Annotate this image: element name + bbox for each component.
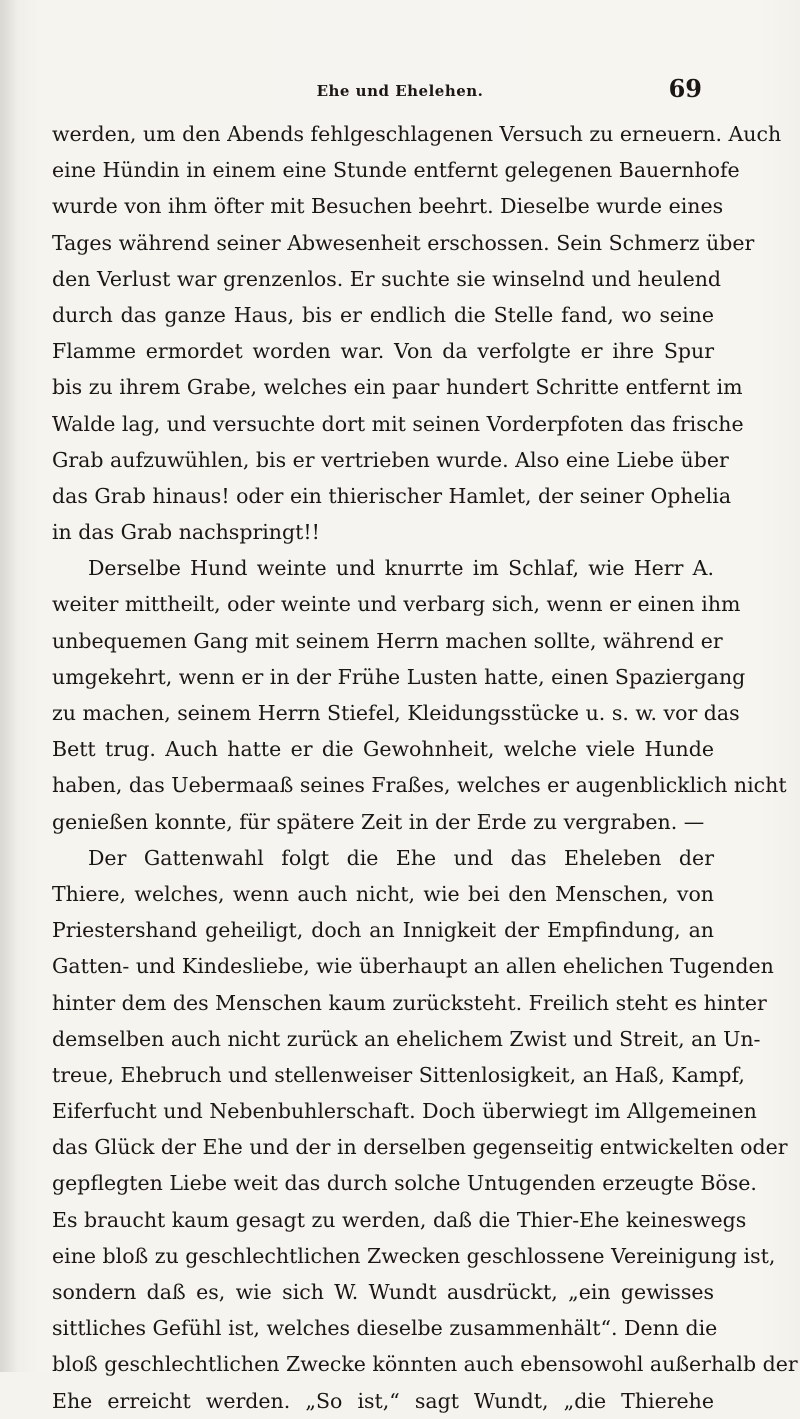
running-header <box>0 74 800 104</box>
page-number: 69 <box>668 74 702 103</box>
text-line: gepflegten Liebe weit das durch solche Untugenden erzeugte Böse. <box>52 1171 757 1196</box>
text-line: Flamme ermordet worden war. Von da verfolgte er ihre Spur <box>52 339 714 364</box>
text-line: bloß geschlechtlichen Zwecke könnten auch ebensowohl außerhalb der <box>52 1352 798 1377</box>
text-line: Eiferfucht und Nebenbuhlerschaft. Doch überwiegt im Allgemeinen <box>52 1099 757 1124</box>
text-line: sondern daß es, wie sich W. Wundt ausdrückt, „ein gewisses <box>52 1280 714 1304</box>
text-line: umgekehrt, wenn er in der Frühe Lusten hatte, einen Spaziergang <box>52 664 746 689</box>
text-line: Bett trug. Auch hatte er die Gewohnheit, welche viele Hunde <box>52 737 714 762</box>
text-line: sittliches Gefühl ist, welches dieselbe zusammenhält“. Denn die <box>52 1316 718 1341</box>
text-line: in das Grab nachspringt!! <box>52 520 320 545</box>
text-line: demselben auch nicht zurück an ehelichem Zwist und Streit, an Un- <box>52 1026 761 1051</box>
text-line: eine bloß zu geschlechtlichen Zwecken geschlossene Vereinigung ist, <box>52 1243 776 1268</box>
text-line: Gatten- und Kindesliebe, wie überhaupt an allen ehelichen Tugenden <box>52 954 774 979</box>
text-line: weiter mittheilt, oder weinte und verbarg sich, wenn er einen ihm <box>52 592 741 617</box>
text-line: Derselbe Hund weinte und knurrte im Schlaf, wie Herr A. <box>88 556 714 581</box>
text-line: Priestershand geheiligt, doch an Innigkeit der Empfindung, an <box>52 918 714 943</box>
text-line: Tages während seiner Abwesenheit erschossen. Sein Schmerz über <box>52 230 755 255</box>
text-line: Der Gattenwahl folgt die Ehe und das Eheleben der <box>88 845 714 870</box>
text-line: Walde lag, und versuchte dort mit seinen Vorderpfoten das frische <box>52 411 744 436</box>
text-line: Thiere, welches, wenn auch nicht, wie bei den Menschen, von <box>52 881 714 906</box>
text-line: treue, Ehebruch und stellenweiser Sittenlosigkeit, an Haß, Kampf, <box>52 1062 745 1087</box>
text-line: das Glück der Ehe und der in derselben gegenseitig entwickelten oder <box>52 1135 788 1160</box>
text-line: haben, das Uebermaaß seines Fraßes, welches er augenblicklich nicht <box>52 773 787 798</box>
text-line: durch das ganze Haus, bis er endlich die Stelle fand, wo seine <box>52 302 714 327</box>
text-line: Grab aufzuwühlen, bis er vertrieben wurde. Also eine Liebe über <box>52 447 729 472</box>
text-line: zu machen, seinem Herrn Stiefel, Kleidungsstücke u. s. w. vor das <box>52 701 740 725</box>
text-line: unbequemen Gang mit seinem Herrn machen sollte, während er <box>52 628 723 653</box>
text-line: werden, um den Abends fehlgeschlagenen Versuch zu erneuern. Auch <box>52 122 782 146</box>
body-text <box>52 116 798 1419</box>
text-line: bis zu ihrem Grabe, welches ein paar hundert Schritte entfernt im <box>52 375 743 400</box>
text-line: eine Hündin in einem eine Stunde entfernt gelegenen Bauernhofe <box>52 158 740 183</box>
text-line: genießen konnte, für spätere Zeit in der Erde zu vergraben. — <box>52 809 705 834</box>
text-line: wurde von ihm öfter mit Besuchen beehrt. Dieselbe wurde eines <box>52 194 724 219</box>
text-line: das Grab hinaus! oder ein thierischer Hamlet, der seiner Ophelia <box>52 483 732 508</box>
text-line: den Verlust war grenzenlos. Er suchte sie winselnd und heulend <box>52 266 722 291</box>
text-line: Ehe erreicht werden. „So ist,“ sagt Wundt, „die Thierehe <box>52 1388 714 1413</box>
text-line: Es braucht kaum gesagt zu werden, daß die Thier-Ehe keineswegs <box>52 1207 747 1232</box>
text-line: hinter dem des Menschen kaum zurücksteht. Freilich steht es hinter <box>52 990 767 1015</box>
page-gutter-shadow <box>0 0 18 1372</box>
running-title: Ehe und Ehelehen. <box>316 82 484 100</box>
